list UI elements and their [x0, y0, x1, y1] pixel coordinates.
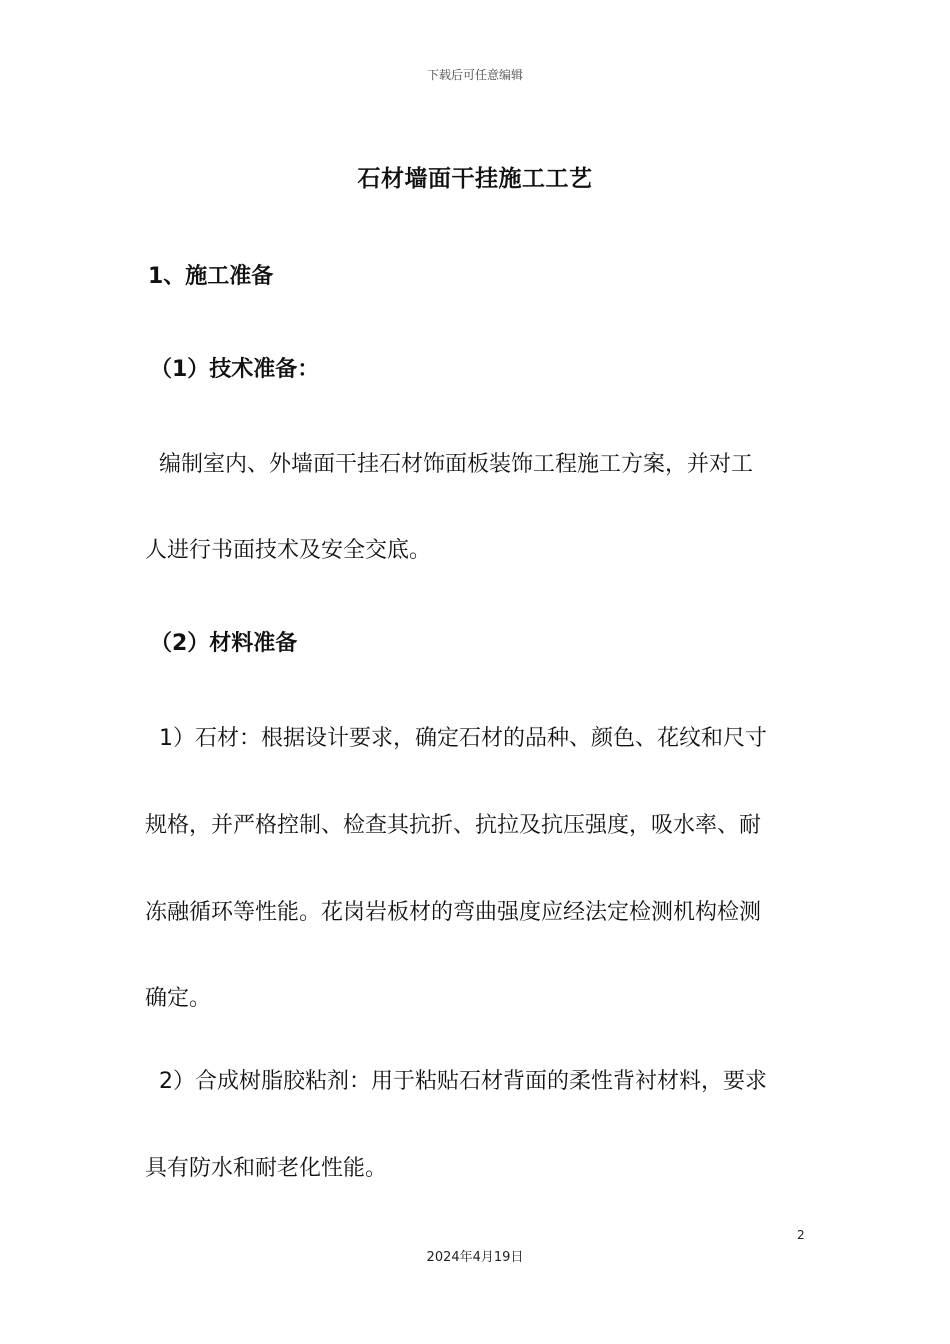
document-title: 石材墙面干挂施工工艺	[357, 166, 593, 192]
header-note: 下载后可任意编辑	[426, 68, 523, 82]
paragraph-line: 2）合成树脂胶粘剂：用于粘贴石材背面的柔性背衬材料，要求	[145, 1069, 767, 1094]
subheading-technical-prep: （1）技术准备：	[150, 357, 320, 382]
paragraph-line: 具有防水和耐老化性能。	[145, 1156, 388, 1181]
subheading-material-prep: （2）材料准备	[150, 631, 298, 656]
page-number: 2	[797, 1228, 805, 1242]
paragraph-line: 冻融循环等性能。花岗岩板材的弯曲强度应经法定检测机构检测	[145, 900, 762, 925]
paragraph-line: 人进行书面技术及安全交底。	[145, 538, 432, 563]
paragraph-line: 编制室内、外墙面干挂石材饰面板装饰工程施工方案，并对工	[145, 452, 753, 477]
paragraph-line: 规格，并严格控制、检查其抗折、抗拉及抗压强度，吸水率、耐	[145, 813, 762, 838]
paragraph-line: 确定。	[145, 986, 212, 1011]
paragraph-line: 1）石材：根据设计要求，确定石材的品种、颜色、花纹和尺寸	[145, 726, 767, 751]
footer-date: 2024年4月19日	[426, 1250, 524, 1265]
section-heading-preparation: 1、施工准备	[148, 264, 274, 289]
